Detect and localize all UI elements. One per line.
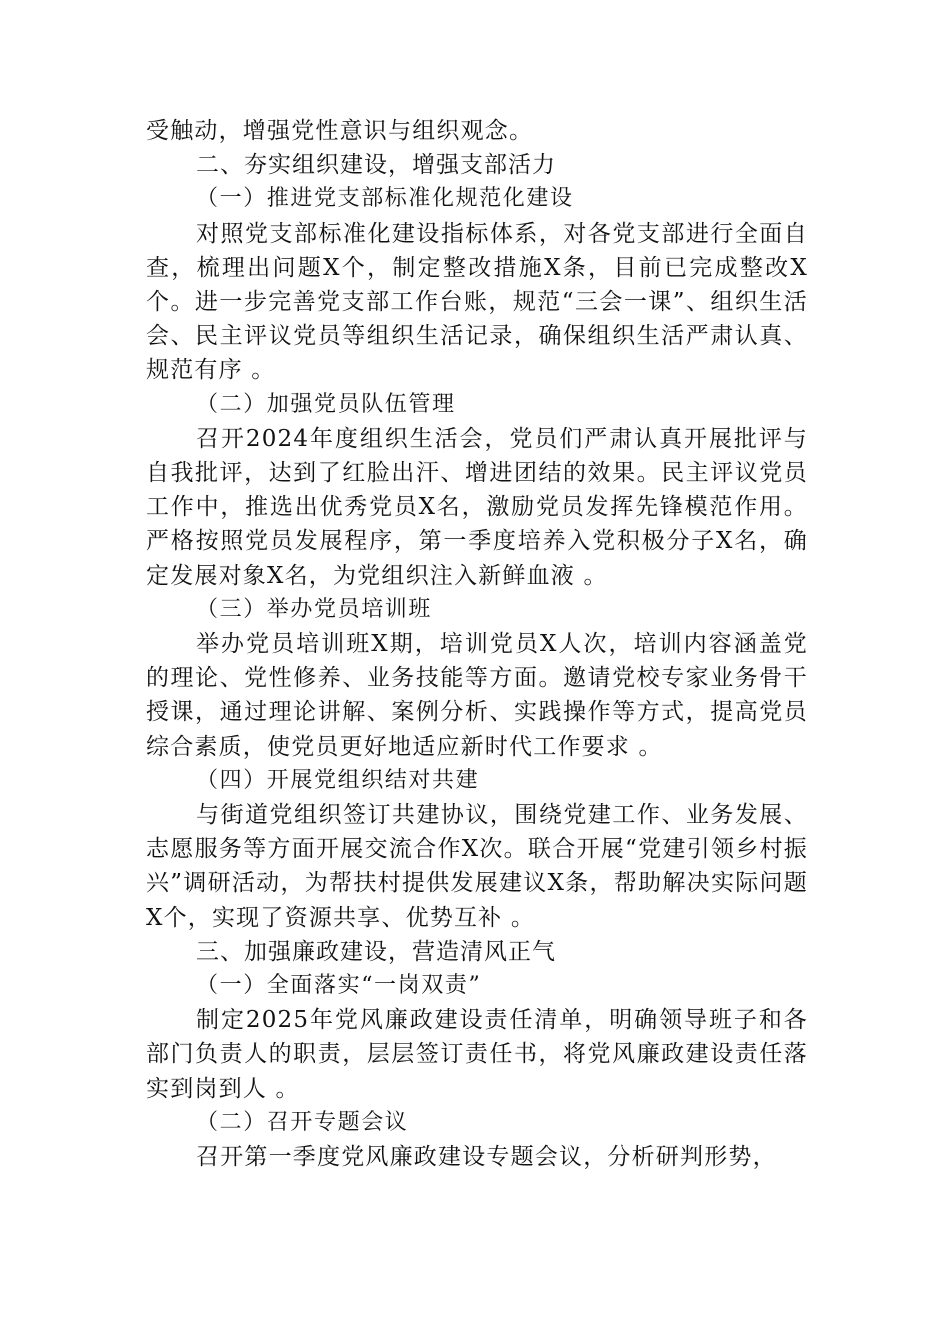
section-heading: 三、加强廉政建设，营造清风正气 [196, 938, 556, 965]
paragraph: 受触动，增强党性意识与组织观念。 [146, 118, 534, 144]
subsection-heading: （一）全面落实“一岗双责” [196, 973, 482, 999]
subsection-heading: （三）举办党员培训班 [196, 596, 433, 622]
paragraph: 召开2024年度组织生活会，党员们严肃认真开展批评与自我批评，达到了红脸出汗、增进团结的效果。民主评议党员工作中，推选出优秀党员X名，激励党员发挥先锋模范作用。严格按照党员发展程序，第一季度培养入党积极分子X名，确定发展对象X名，为党组织注入新鲜血液 。 [146, 425, 808, 589]
paragraph: 制定2025年党风廉政建设责任清单，明确领导班子和各部门负责人的职责，层层签订责任书，将党风廉政建设责任落实到岗到人 。 [146, 1007, 808, 1102]
paragraph: 对照党支部标准化建设指标体系，对各党支部进行全面自查，梳理出问题X个，制定整改措施X条，目前已完成整改X个。进一步完善党支部工作台账，规范“三会一课”、组织生活会、民主评议党员等组织生活记录，确保组织生活严肃认真、规范有序 。 [146, 220, 808, 384]
document-body [146, 114, 808, 1174]
subsection-heading: （二）加强党员队伍管理 [196, 391, 456, 417]
paragraph: 举办党员培训班X期，培训党员X人次，培训内容涵盖党的理论、党性修养、业务技能等方面。邀请党校专家业务骨干授课，通过理论讲解、案例分析、实践操作等方式，提高党员综合素质，使党员更好地适应新时代工作要求 。 [146, 631, 808, 760]
paragraph: 与街道党组织签订共建协议，围绕党建工作、业务发展、志愿服务等方面开展交流合作X次。联合开展“党建引领乡村振兴”调研活动，为帮扶村提供发展建议X条，帮助解决实际问题X个，实现了资源共享、优势互补 。 [146, 802, 808, 931]
paragraph: 召开第一季度党风廉政建设专题会议，分析研判形势， [196, 1144, 777, 1171]
section-heading: 二、夯实组织建设，增强支部活力 [196, 152, 556, 179]
subsection-heading: （四）开展党组织结对共建 [196, 767, 480, 793]
subsection-heading: （二）召开专题会议 [196, 1109, 409, 1135]
subsection-heading: （一）推进党支部标准化规范化建设 [196, 186, 574, 212]
